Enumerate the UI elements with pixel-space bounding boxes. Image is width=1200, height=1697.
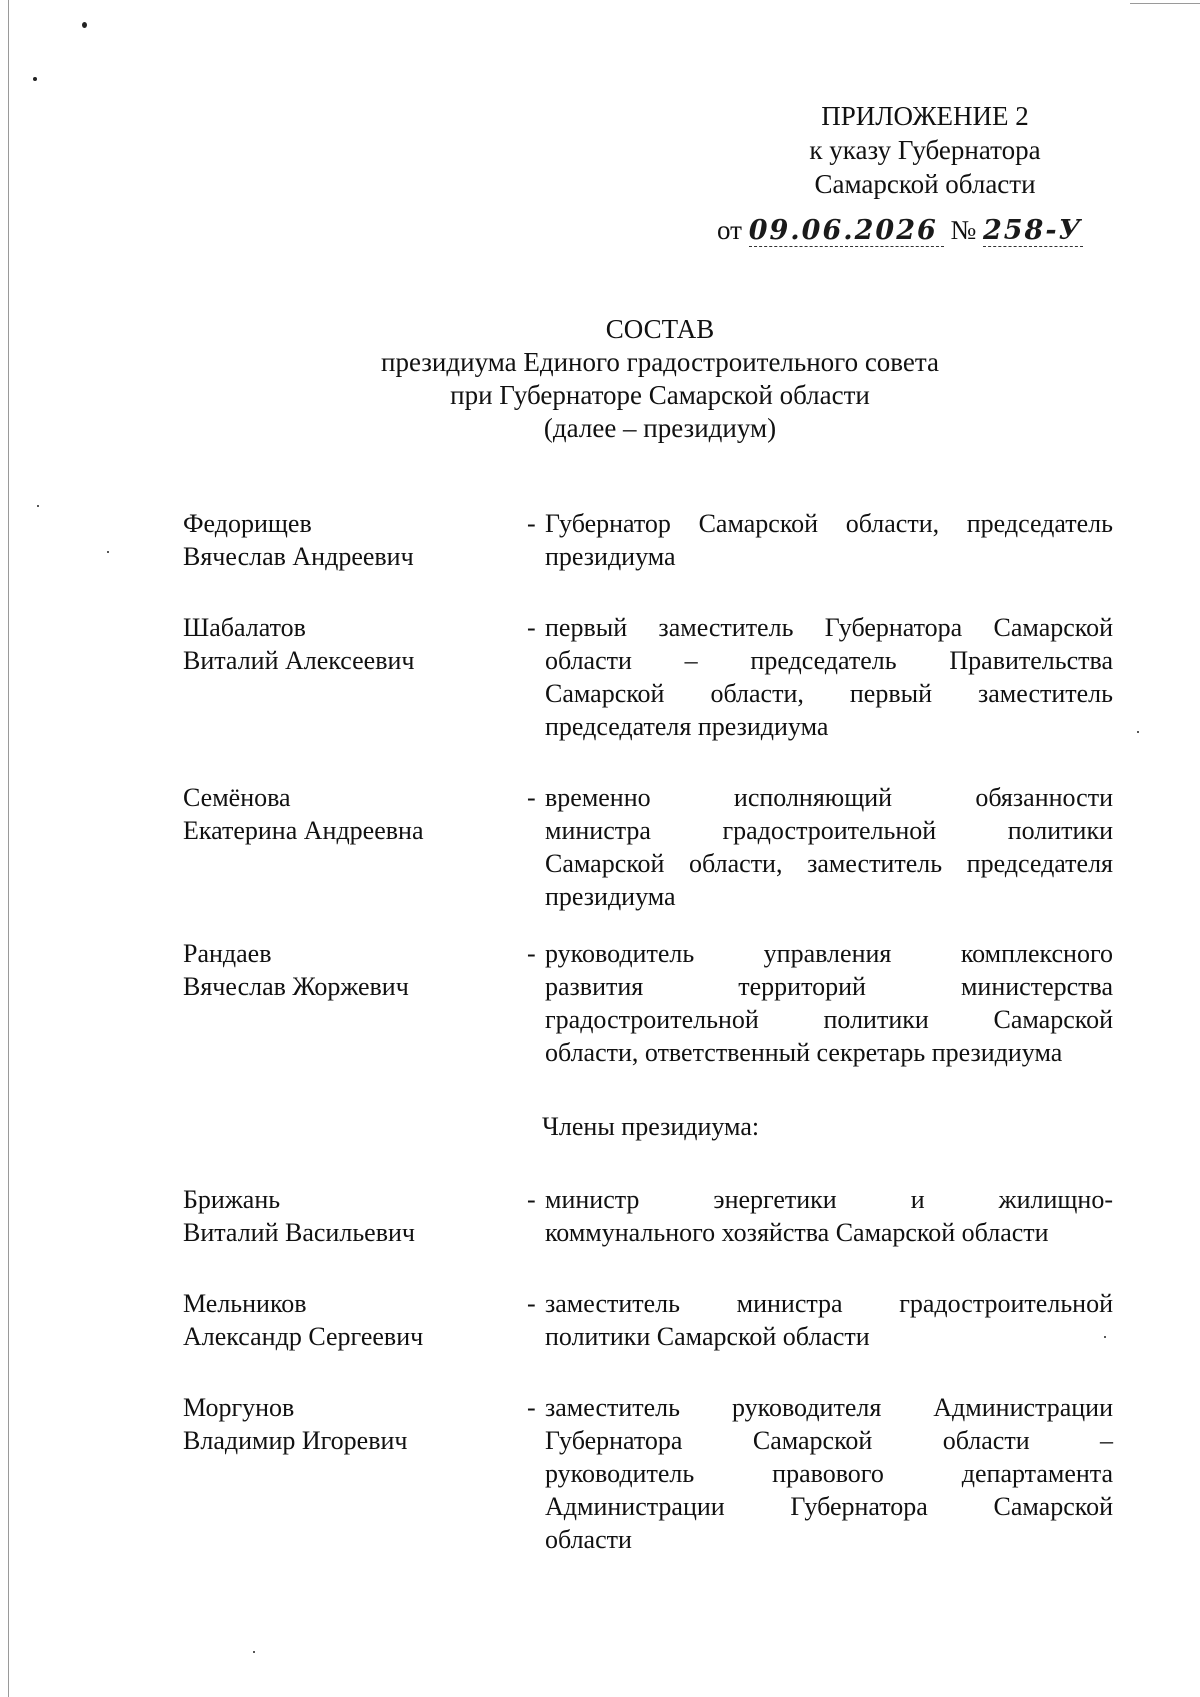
date-prefix: от <box>717 215 742 245</box>
title-line: (далее – президиум) <box>543 413 777 443</box>
position-line: Губернатора Самарской области – <box>545 1426 1113 1455</box>
scan-top-edge <box>1130 3 1200 4</box>
entry-dash: - <box>527 1393 536 1422</box>
title-line: при Губернаторе Самарской области <box>450 380 870 410</box>
member-name <box>183 507 503 573</box>
title-heading: СОСТАВ <box>605 314 715 344</box>
scan-speck <box>253 1651 255 1653</box>
scan-left-edge <box>8 0 9 1697</box>
document-title <box>300 313 1020 445</box>
position-line: политики Самарской области <box>545 1322 870 1351</box>
position-line: президиума <box>545 882 676 911</box>
scan-speck <box>33 77 37 81</box>
member-position <box>545 611 1113 743</box>
handwritten-date: 09.06.2026 <box>749 215 944 247</box>
member-surname: Моргунов <box>183 1393 295 1422</box>
member-surname: Брижань <box>183 1185 281 1214</box>
member-name <box>183 937 503 1003</box>
member-name <box>183 611 503 677</box>
member-surname: Семёнова <box>183 783 291 812</box>
appendix-header <box>760 99 1090 201</box>
member-given-name: Виталий Васильевич <box>183 1218 415 1247</box>
position-line: руководитель правового департамента <box>545 1459 1113 1488</box>
member-position <box>545 507 1113 573</box>
entry-dash: - <box>527 613 536 642</box>
appendix-title: ПРИЛОЖЕНИЕ 2 <box>821 101 1029 131</box>
entry-dash: - <box>527 509 536 538</box>
position-line: Губернатор Самарской области, председатель <box>545 509 1113 538</box>
position-line: министра градостроительной политики <box>545 816 1113 845</box>
member-given-name: Владимир Игоревич <box>183 1426 408 1455</box>
position-line: области – председатель Правительства <box>545 646 1113 675</box>
position-line: первый заместитель Губернатора Самарской <box>545 613 1113 642</box>
position-line: Администрации Губернатора Самарской <box>545 1492 1113 1521</box>
member-position <box>545 1183 1113 1249</box>
position-line: президиума <box>545 542 676 571</box>
member-given-name: Вячеслав Андреевич <box>183 542 414 571</box>
entry-dash: - <box>527 939 536 968</box>
position-line: председателя президиума <box>545 712 829 741</box>
scan-speck <box>37 505 39 507</box>
member-position <box>545 1391 1113 1556</box>
position-line: коммунального хозяйства Самарской области <box>545 1218 1049 1247</box>
member-given-name: Александр Сергеевич <box>183 1322 424 1351</box>
scan-speck <box>107 551 109 553</box>
position-line: Самарской области, первый заместитель <box>545 679 1113 708</box>
decree-date-number <box>717 215 1083 247</box>
position-line: заместитель министра градостроительной <box>545 1289 1113 1318</box>
entry-dash: - <box>527 1185 536 1214</box>
position-line: области, ответственный секретарь президиума <box>545 1038 1063 1067</box>
member-given-name: Вячеслав Жоржевич <box>183 972 409 1001</box>
position-line: Самарской области, заместитель председателя <box>545 849 1113 878</box>
position-line: временно исполняющий обязанности <box>545 783 1113 812</box>
member-name <box>183 1183 503 1249</box>
position-line: руководитель управления комплексного <box>545 939 1113 968</box>
member-given-name: Виталий Алексеевич <box>183 646 415 675</box>
position-line: развития территорий министерства <box>545 972 1113 1001</box>
member-position <box>545 781 1113 913</box>
number-prefix: № <box>950 215 977 245</box>
position-line: градостроительной политики Самарской <box>545 1005 1113 1034</box>
member-name <box>183 1287 503 1353</box>
member-surname: Федорищев <box>183 509 312 538</box>
members-heading: Члены президиума: <box>542 1112 760 1141</box>
member-position <box>545 937 1113 1069</box>
scan-speck <box>1137 731 1139 733</box>
handwritten-number: 258-У <box>982 215 1083 246</box>
member-name <box>183 781 503 847</box>
title-line: президиума Единого градостроительного совета <box>381 347 939 377</box>
entry-dash: - <box>527 783 536 812</box>
member-given-name: Екатерина Андреевна <box>183 816 424 845</box>
position-line: заместитель руководителя Администрации <box>545 1393 1113 1422</box>
member-surname: Рандаев <box>183 939 272 968</box>
member-surname: Шабалатов <box>183 613 306 642</box>
member-position <box>545 1287 1113 1353</box>
appendix-reference: к указу Губернатора <box>809 135 1041 165</box>
member-name <box>183 1391 503 1457</box>
appendix-region: Самарской области <box>814 169 1036 199</box>
position-line: области <box>545 1525 632 1554</box>
scan-speck <box>82 22 87 28</box>
member-surname: Мельников <box>183 1289 307 1318</box>
position-line: министр энергетики и жилищно- <box>545 1185 1113 1214</box>
entry-dash: - <box>527 1289 536 1318</box>
